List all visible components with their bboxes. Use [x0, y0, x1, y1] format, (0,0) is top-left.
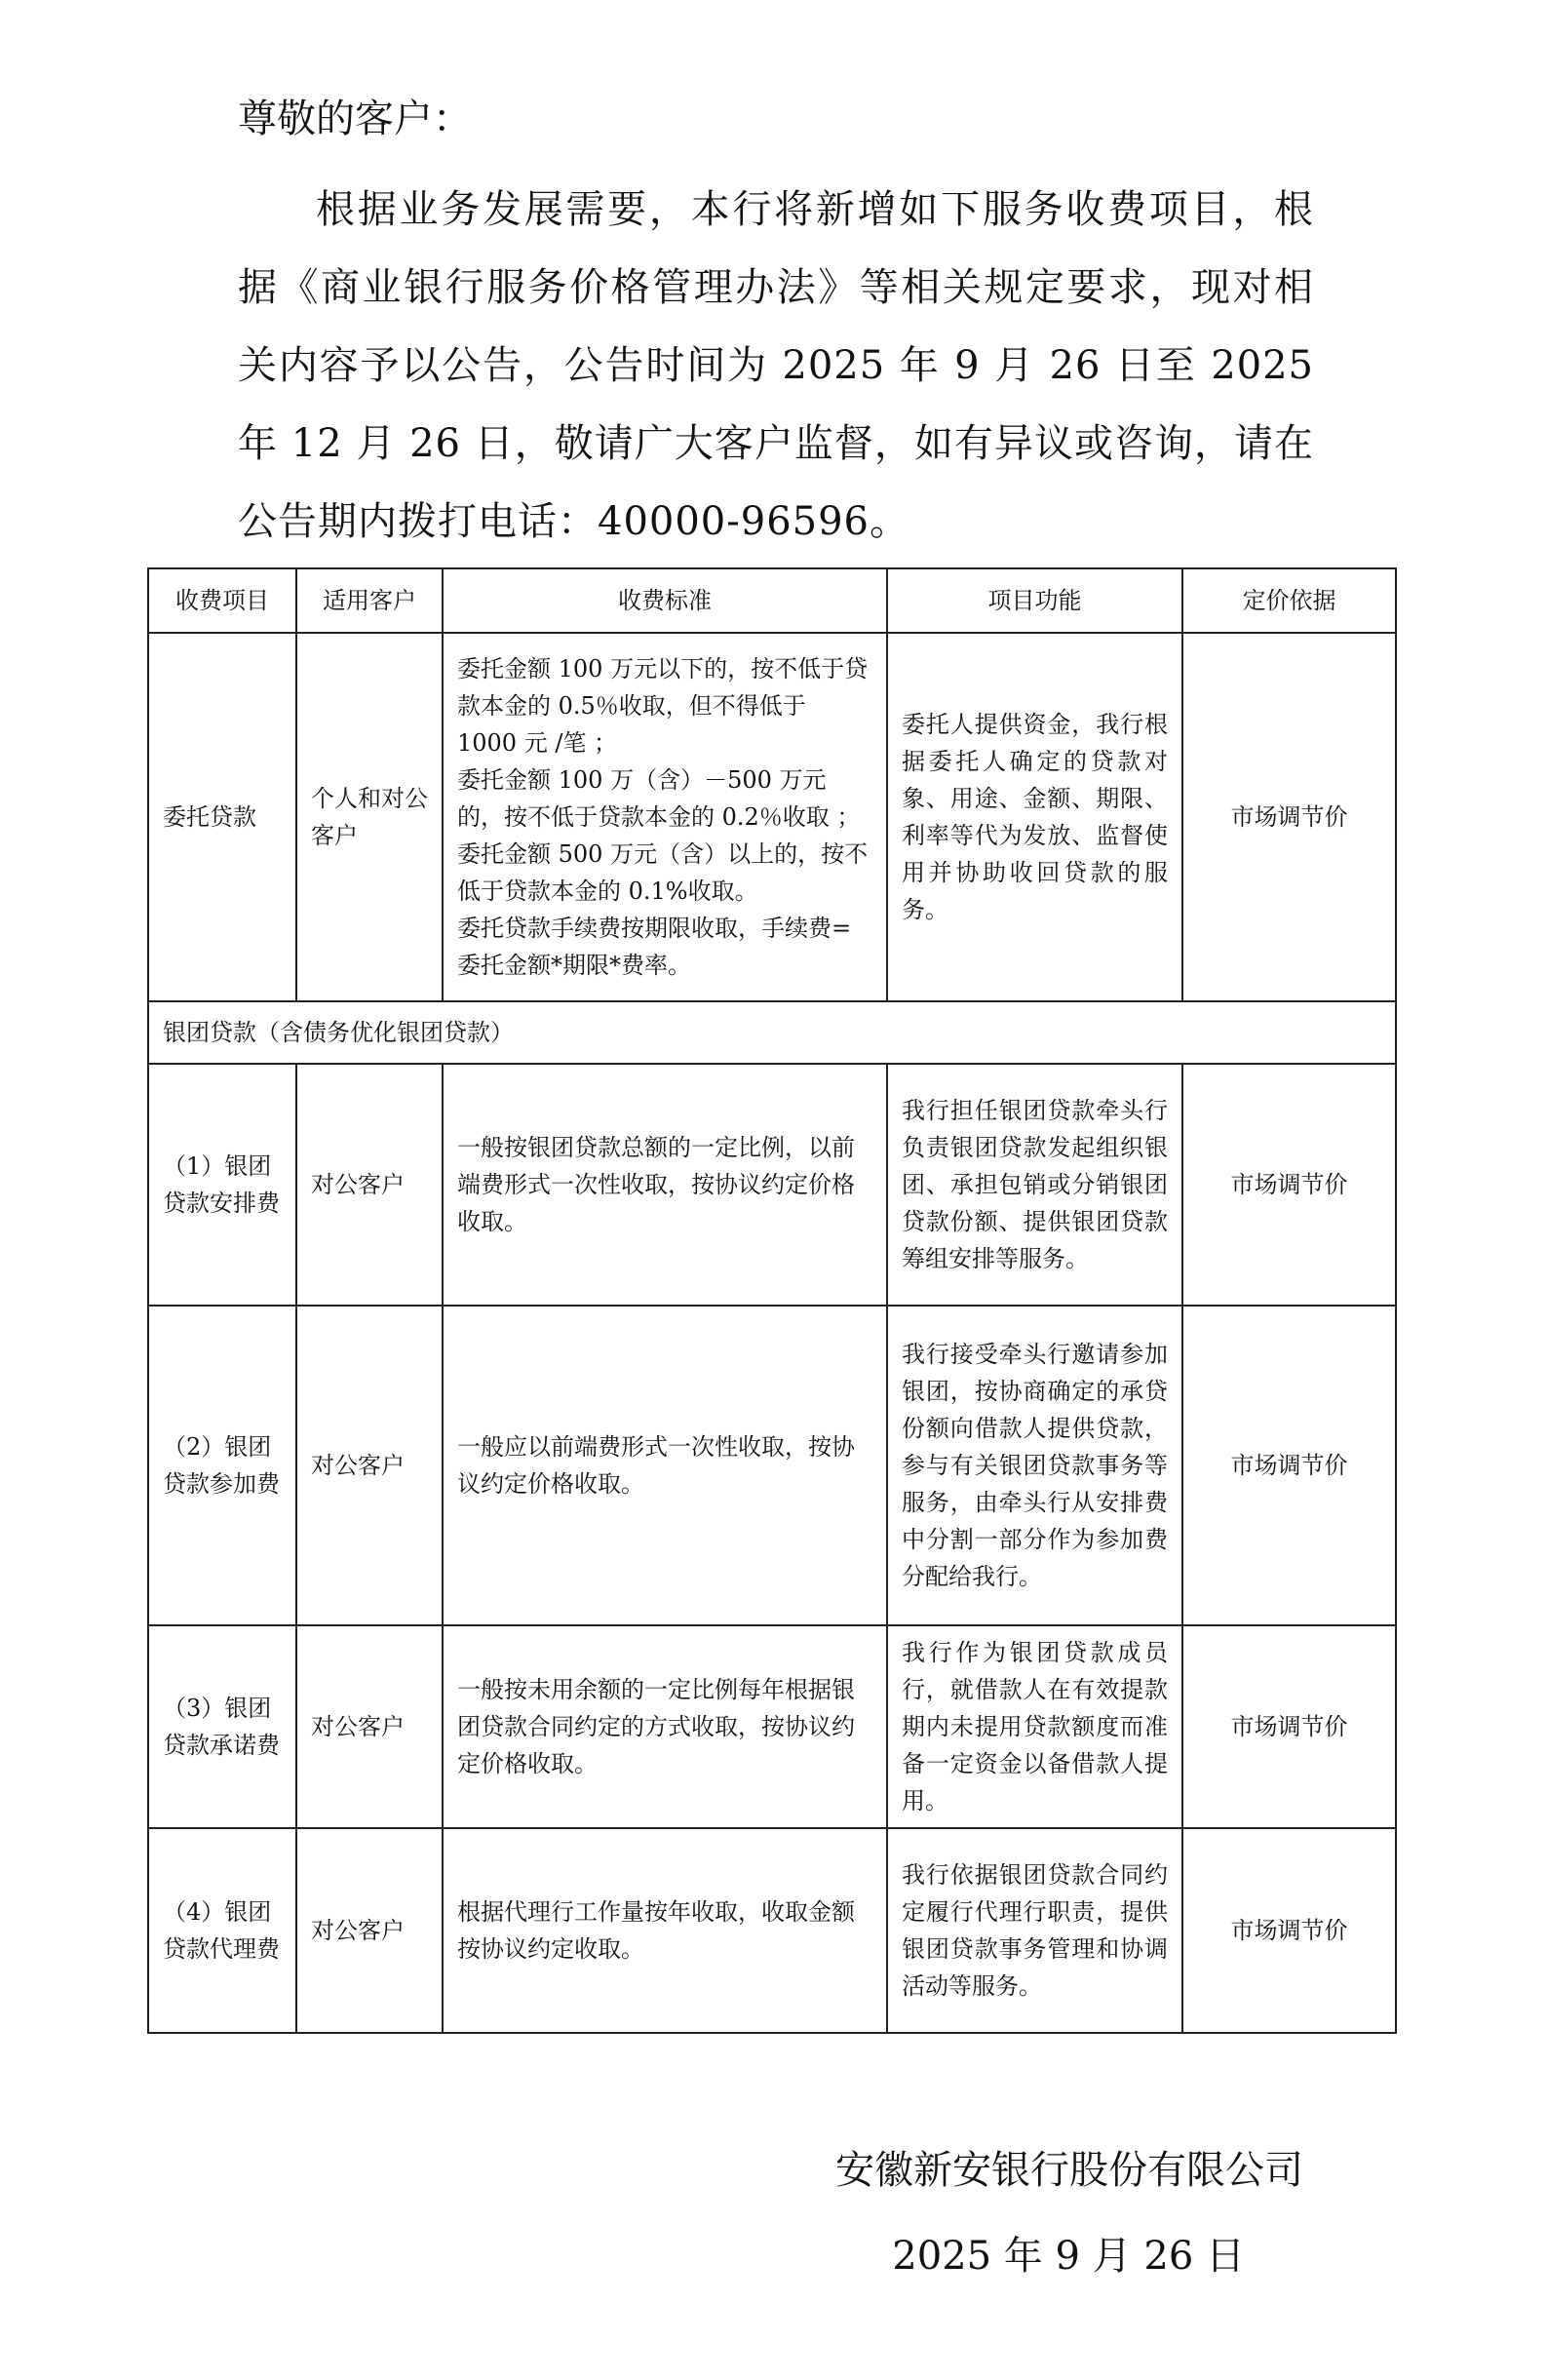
cell-function: 委托人提供资金，我行根据委托人确定的贷款对象、用途、金额、期限、利率等代为发放、监督使用并协助收回贷款的服务。 — [887, 633, 1182, 1001]
cell-item: （4）银团贷款代理费 — [148, 1828, 296, 2033]
section-title: 银团贷款（含债务优化银团贷款） — [148, 1001, 1396, 1064]
section-row — [148, 1001, 1396, 1064]
cell-standard: 根据代理行工作量按年收取，收取金额按协议约定收取。 — [443, 1828, 887, 2033]
fee-table — [147, 567, 1397, 2034]
table-header-row — [148, 568, 1396, 633]
cell-pricing: 市场调节价 — [1182, 1625, 1396, 1828]
standard-line: 委托贷款手续费按期限收取，手续费=委托金额*期限*费率。 — [457, 915, 852, 979]
table-row — [148, 1064, 1396, 1306]
header-function: 项目功能 — [887, 568, 1182, 633]
greeting: 尊敬的客户： — [238, 97, 472, 141]
cell-item: （2）银团贷款参加费 — [148, 1306, 296, 1625]
table-row — [148, 1306, 1396, 1625]
cell-customer: 对公客户 — [296, 1306, 443, 1625]
cell-standard: 一般按银团贷款总额的一定比例，以前端费形式一次性收取，按协议约定价格收取。 — [443, 1064, 887, 1306]
header-pricing: 定价依据 — [1182, 568, 1396, 633]
cell-function: 我行担任银团贷款牵头行负责银团贷款发起组织银团、承担包销或分销银团贷款份额、提供银团贷款筹组安排等服务。 — [887, 1064, 1182, 1306]
table-row — [148, 1625, 1396, 1828]
header-customer: 适用客户 — [296, 568, 443, 633]
standard-line: 委托金额 500 万元（含）以上的，按不低于贷款本金的 0.1%收取。 — [457, 840, 869, 905]
cell-pricing: 市场调节价 — [1182, 1064, 1396, 1306]
date: 2025 年 9 月 26 日 — [892, 2234, 1245, 2279]
cell-function: 我行接受牵头行邀请参加银团，按协商确定的承贷份额向借款人提供贷款，参与有关银团贷款事务等服务，由牵头行从安排费中分割一部分作为参加费分配给我行。 — [887, 1306, 1182, 1625]
cell-item: （1）银团贷款安排费 — [148, 1064, 296, 1306]
standard-line: 委托金额 100 万元以下的，按不低于贷款本金的 0.5％收取，但不得低于 1000 元 /笔 ； — [457, 655, 869, 757]
cell-pricing: 市场调节价 — [1182, 1306, 1396, 1625]
cell-item: 委托贷款 — [148, 633, 296, 1001]
header-fee-item: 收费项目 — [148, 568, 296, 633]
header-standard: 收费标准 — [443, 568, 887, 633]
table-row — [148, 633, 1396, 1001]
cell-standard — [443, 633, 887, 1001]
cell-pricing: 市场调节价 — [1182, 633, 1396, 1001]
cell-customer: 对公客户 — [296, 1625, 443, 1828]
intro-paragraph: 根据业务发展需要，本行将新增如下服务收费项目，根据《商业银行服务价格管理办法》等相关规定要求，现对相关内容予以公告，公告时间为 2025 年 9 月 26 日至 2025 年 12 月 26 日，敬请广大客户监督，如有异议或咨询，请在公告期内拨打电话：40000-96596。 — [238, 187, 1314, 544]
table-row — [148, 1828, 1396, 2033]
signature: 安徽新安银行股份有限公司 — [835, 2148, 1303, 2193]
cell-customer: 对公客户 — [296, 1828, 443, 2033]
cell-function: 我行依据银团贷款合同约定履行代理行职责，提供银团贷款事务管理和协调活动等服务。 — [887, 1828, 1182, 2033]
cell-customer: 对公客户 — [296, 1064, 443, 1306]
cell-customer: 个人和对公客户 — [296, 633, 443, 1001]
standard-line: 委托金额 100 万（含）－500 万元的，按不低于贷款本金的 0.2％收取 ； — [457, 766, 861, 831]
cell-item: （3）银团贷款承诺费 — [148, 1625, 296, 1828]
cell-pricing: 市场调节价 — [1182, 1828, 1396, 2033]
cell-function: 我行作为银团贷款成员行，就借款人在有效提款期内未提用贷款额度而准备一定资金以备借款人提用。 — [887, 1625, 1182, 1828]
cell-standard: 一般应以前端费形式一次性收取，按协议约定价格收取。 — [443, 1306, 887, 1625]
cell-standard: 一般按未用余额的一定比例每年根据银团贷款合同约定的方式收取，按协议约定价格收取。 — [443, 1625, 887, 1828]
